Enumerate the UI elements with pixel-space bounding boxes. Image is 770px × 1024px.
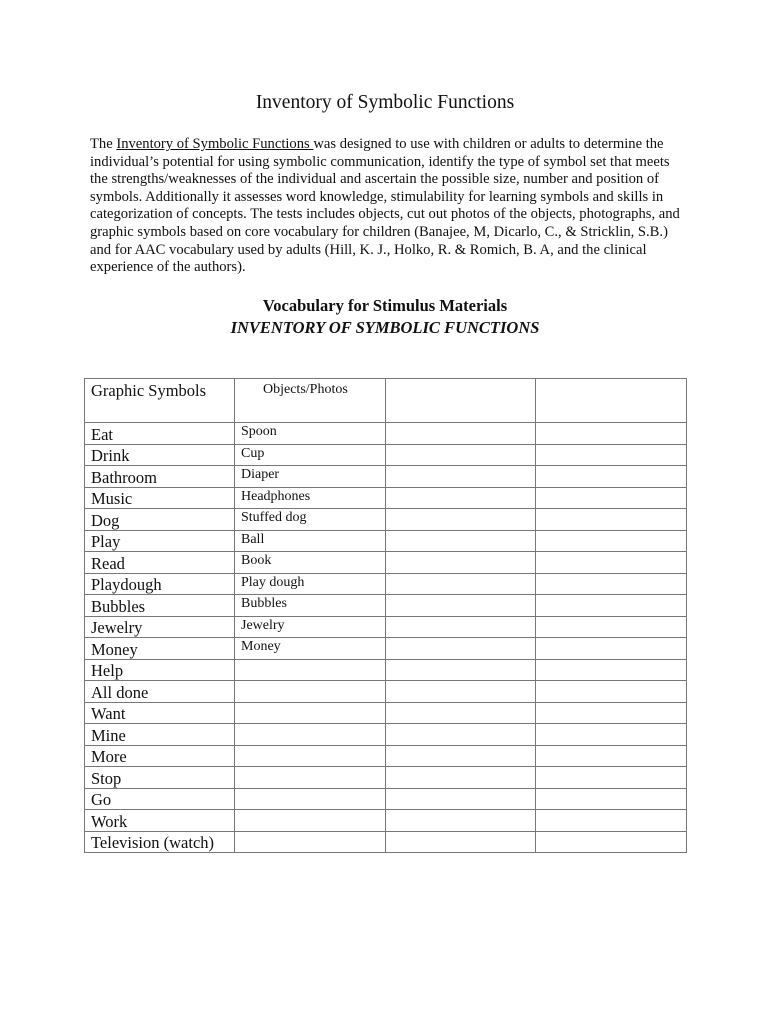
empty-cell (386, 530, 536, 552)
empty-cell (386, 724, 536, 746)
object-photo-cell: Diaper (235, 466, 386, 488)
empty-cell (536, 595, 687, 617)
empty-cell (536, 466, 687, 488)
table-row (85, 444, 687, 466)
empty-cell (536, 552, 687, 574)
object-photo-cell: Jewelry (235, 616, 386, 638)
object-photo-cell: Money (235, 638, 386, 660)
empty-cell (536, 423, 687, 445)
intro-lead: The (90, 136, 117, 152)
table-row (85, 810, 687, 832)
table-row (85, 724, 687, 746)
intro-paragraph (90, 136, 690, 277)
graphic-symbol-cell: Work (85, 810, 235, 832)
object-photo-cell (235, 810, 386, 832)
graphic-symbol-cell: Mine (85, 724, 235, 746)
empty-cell (536, 659, 687, 681)
empty-cell (386, 573, 536, 595)
graphic-symbol-cell: Jewelry (85, 616, 235, 638)
header-graphic-symbols: Graphic Symbols (85, 379, 235, 423)
object-photo-cell (235, 745, 386, 767)
object-photo-cell (235, 788, 386, 810)
empty-cell (386, 659, 536, 681)
table-row (85, 423, 687, 445)
empty-cell (536, 831, 687, 853)
empty-cell (386, 466, 536, 488)
graphic-symbol-cell: Want (85, 702, 235, 724)
table-row (85, 745, 687, 767)
empty-cell (536, 745, 687, 767)
empty-cell (386, 638, 536, 660)
object-photo-cell: Stuffed dog (235, 509, 386, 531)
object-photo-cell: Play dough (235, 573, 386, 595)
empty-cell (386, 552, 536, 574)
header-empty-col-4 (536, 379, 687, 423)
graphic-symbol-cell: Television (watch) (85, 831, 235, 853)
subtitle-caps: INVENTORY OF SYMBOLIC FUNCTIONS (230, 318, 540, 337)
object-photo-cell (235, 681, 386, 703)
object-photo-cell: Bubbles (235, 595, 386, 617)
empty-cell (386, 681, 536, 703)
object-photo-cell: Cup (235, 444, 386, 466)
empty-cell (386, 745, 536, 767)
graphic-symbol-cell: More (85, 745, 235, 767)
empty-cell (386, 788, 536, 810)
empty-cell (386, 423, 536, 445)
graphic-symbol-cell: Bathroom (85, 466, 235, 488)
table-header-row (85, 379, 687, 423)
table-row (85, 616, 687, 638)
empty-cell (386, 702, 536, 724)
empty-cell (536, 681, 687, 703)
graphic-symbol-cell: All done (85, 681, 235, 703)
empty-cell (536, 702, 687, 724)
intro-underlined-title: Inventory of Symbolic Functions (116, 136, 314, 152)
empty-cell (536, 788, 687, 810)
table-row (85, 530, 687, 552)
empty-cell (536, 487, 687, 509)
object-photo-cell (235, 659, 386, 681)
vocabulary-table-body (85, 379, 687, 853)
empty-cell (536, 616, 687, 638)
empty-cell (386, 595, 536, 617)
table-row (85, 831, 687, 853)
empty-cell (536, 724, 687, 746)
table-row (85, 659, 687, 681)
empty-cell (386, 444, 536, 466)
empty-cell (536, 509, 687, 531)
empty-cell (536, 810, 687, 832)
graphic-symbol-cell: Stop (85, 767, 235, 789)
table-row (85, 638, 687, 660)
table-row (85, 788, 687, 810)
vocabulary-table (84, 378, 687, 853)
empty-cell (536, 530, 687, 552)
empty-cell (536, 444, 687, 466)
object-photo-cell (235, 831, 386, 853)
graphic-symbol-cell: Play (85, 530, 235, 552)
empty-cell (386, 616, 536, 638)
graphic-symbol-cell: Go (85, 788, 235, 810)
empty-cell (536, 767, 687, 789)
empty-cell (386, 810, 536, 832)
object-photo-cell: Book (235, 552, 386, 574)
graphic-symbol-cell: Dog (85, 509, 235, 531)
table-row (85, 595, 687, 617)
object-photo-cell (235, 702, 386, 724)
empty-cell (386, 831, 536, 853)
object-photo-cell (235, 767, 386, 789)
graphic-symbol-cell: Bubbles (85, 595, 235, 617)
intro-body: was designed to use with children or adults to determine the individual’s potential for using symbolic communication, identify the type of symbol set that meets the strengths/weaknesses of the individual and ascertain the possible size, number and position of symbols. Additionally it assesses word knowledge, stimulability for learning symbols and skills in categorization of concepts. The tests includes objects, cut out photos of the objects, photographs, and graphic symbols based on core vocabulary for children (Banajee, M, Dicarlo, C., & Stricklin, S.B.) and for AAC vocabulary used by adults (Hill, K. J., Holko, R. & Romich, B. A, and the clinical experience of the authors). (90, 136, 680, 276)
object-photo-cell: Spoon (235, 423, 386, 445)
table-row (85, 681, 687, 703)
table-row (85, 509, 687, 531)
table-row (85, 767, 687, 789)
table-row (85, 552, 687, 574)
empty-cell (386, 509, 536, 531)
graphic-symbol-cell: Drink (85, 444, 235, 466)
table-row (85, 487, 687, 509)
empty-cell (536, 573, 687, 595)
header-objects-photos: Objects/Photos (235, 379, 386, 423)
graphic-symbol-cell: Eat (85, 423, 235, 445)
graphic-symbol-cell: Help (85, 659, 235, 681)
header-empty-col-3 (386, 379, 536, 423)
empty-cell (386, 487, 536, 509)
graphic-symbol-cell: Read (85, 552, 235, 574)
empty-cell (386, 767, 536, 789)
empty-cell (536, 638, 687, 660)
page-title: Inventory of Symbolic Functions (255, 92, 515, 113)
table-row (85, 573, 687, 595)
graphic-symbol-cell: Music (85, 487, 235, 509)
graphic-symbol-cell: Playdough (85, 573, 235, 595)
subtitle: Vocabulary for Stimulus Materials (262, 296, 508, 315)
table-row (85, 466, 687, 488)
table-row (85, 702, 687, 724)
object-photo-cell: Ball (235, 530, 386, 552)
graphic-symbol-cell: Money (85, 638, 235, 660)
object-photo-cell (235, 724, 386, 746)
object-photo-cell: Headphones (235, 487, 386, 509)
